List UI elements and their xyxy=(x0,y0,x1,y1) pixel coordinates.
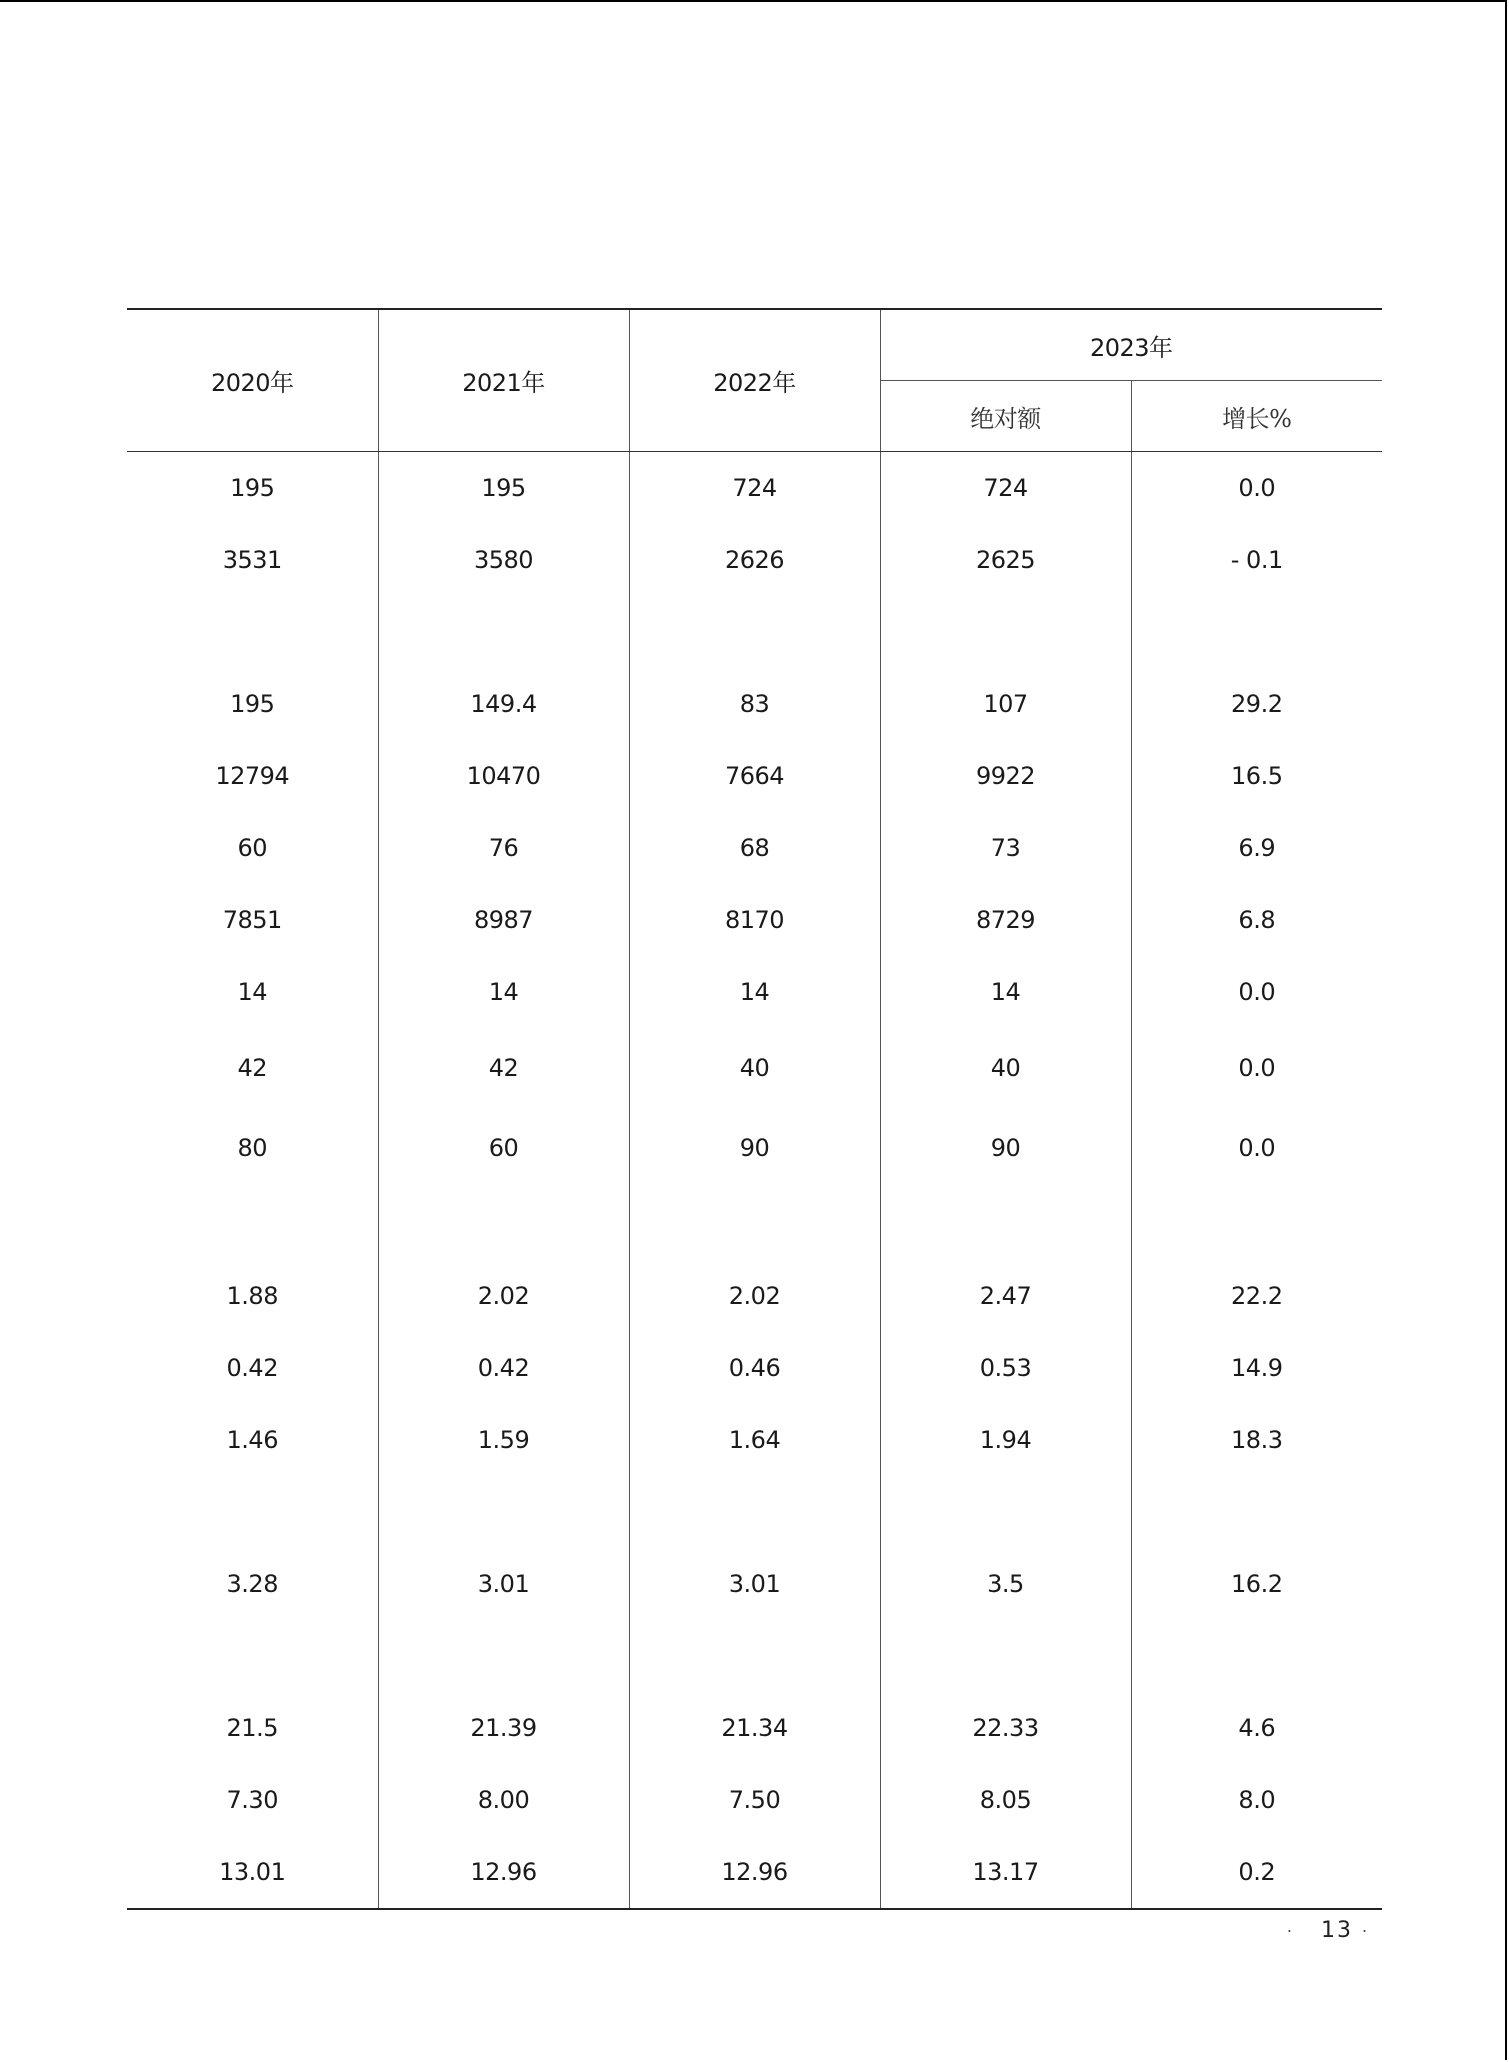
table-cell: 12794 xyxy=(215,762,290,790)
statistics-table xyxy=(127,308,1382,1910)
table-row xyxy=(127,452,1382,525)
table-cell: 7851 xyxy=(222,906,282,934)
table-cell: 3.28 xyxy=(226,1570,278,1598)
table-row xyxy=(127,1836,1382,1909)
table-cell: 1.64 xyxy=(629,1404,880,1476)
table-cell: 0.53 xyxy=(880,1332,1131,1404)
table-row xyxy=(127,1692,1382,1764)
table-row xyxy=(127,1548,1382,1620)
table-cell: 8.0 xyxy=(1131,1764,1382,1836)
table-row xyxy=(127,1764,1382,1836)
table-cell: 8.05 xyxy=(880,1764,1131,1836)
table-cell: 21.5 xyxy=(226,1714,278,1742)
table-cell: 107 xyxy=(880,668,1131,740)
table-cell xyxy=(1131,596,1382,668)
table-cell: 3580 xyxy=(378,524,629,596)
table-cell: 0.0 xyxy=(1131,956,1382,1028)
table-cell: 22.2 xyxy=(1131,1260,1382,1332)
table-cell: 195 xyxy=(230,690,275,718)
table-cell: 14.9 xyxy=(1131,1332,1382,1404)
table-cell xyxy=(127,1620,378,1692)
table-row xyxy=(127,1620,1382,1692)
table-cell xyxy=(127,1188,378,1260)
table-cell: 9922 xyxy=(880,740,1131,812)
table-cell: 1.59 xyxy=(378,1404,629,1476)
table-cell: 2626 xyxy=(629,524,880,596)
table-cell: 21.34 xyxy=(629,1692,880,1764)
table-cell: 14 xyxy=(237,978,268,1006)
table-cell: 68 xyxy=(629,812,880,884)
table-cell: 8.00 xyxy=(378,1764,629,1836)
table-cell: 0.0 xyxy=(1131,452,1382,525)
table-cell xyxy=(880,1620,1131,1692)
table-cell xyxy=(880,596,1131,668)
table-cell: 149.4 xyxy=(378,668,629,740)
header-2023: 2023年 xyxy=(880,309,1382,381)
table-cell: 14 xyxy=(629,956,880,1028)
table-row xyxy=(127,1188,1382,1260)
table-cell: 724 xyxy=(629,452,880,525)
table-body xyxy=(127,452,1382,1910)
table-cell: 7.30 xyxy=(226,1786,278,1814)
table-cell: 22.33 xyxy=(880,1692,1131,1764)
table-cell: - 0.1 xyxy=(1131,524,1382,596)
table-cell: 1.88 xyxy=(226,1282,278,1310)
table-cell: 8170 xyxy=(629,884,880,956)
table-cell: 4.6 xyxy=(1131,1692,1382,1764)
table-cell: 12.96 xyxy=(629,1836,880,1909)
table-row xyxy=(127,1332,1382,1404)
header-2022: 2022年 xyxy=(629,309,880,452)
table-cell: 16.5 xyxy=(1131,740,1382,812)
header-absolute-amount: 绝对额 xyxy=(880,381,1131,452)
page-number-dot-right: · xyxy=(1361,1921,1370,1941)
table-cell: 0.46 xyxy=(629,1332,880,1404)
table-cell: 29.2 xyxy=(1131,668,1382,740)
table-cell xyxy=(378,596,629,668)
page-number-dot-left: · xyxy=(1286,1921,1294,1941)
table-row xyxy=(127,1028,1382,1108)
table-row xyxy=(127,1260,1382,1332)
table-cell: 2.02 xyxy=(378,1260,629,1332)
table-cell xyxy=(629,1476,880,1548)
table-row xyxy=(127,1476,1382,1548)
page-number xyxy=(1278,1918,1378,1943)
header-growth-percent: 增长% xyxy=(1131,381,1382,452)
table-cell xyxy=(629,596,880,668)
table-cell xyxy=(127,1476,378,1548)
table-cell xyxy=(378,1188,629,1260)
table-cell: 60 xyxy=(237,834,268,862)
table-cell: 8987 xyxy=(378,884,629,956)
table-cell: 60 xyxy=(378,1108,629,1188)
table-cell: 80 xyxy=(237,1134,268,1162)
table-row xyxy=(127,524,1382,596)
table-cell: 6.8 xyxy=(1131,884,1382,956)
table-cell xyxy=(880,1188,1131,1260)
table-cell: 42 xyxy=(378,1028,629,1108)
table-cell: 14 xyxy=(378,956,629,1028)
table-cell: 90 xyxy=(880,1108,1131,1188)
table-cell: 0.0 xyxy=(1131,1028,1382,1108)
table-cell: 13.17 xyxy=(880,1836,1131,1909)
table-cell xyxy=(629,1188,880,1260)
table-cell: 76 xyxy=(378,812,629,884)
table-row xyxy=(127,956,1382,1028)
table-cell: 2.02 xyxy=(629,1260,880,1332)
table-cell: 8729 xyxy=(880,884,1131,956)
table-cell: 724 xyxy=(880,452,1131,525)
table-cell: 10470 xyxy=(378,740,629,812)
table-cell: 13.01 xyxy=(127,1836,378,1909)
table-cell: 0.0 xyxy=(1131,1108,1382,1188)
table-cell xyxy=(629,1620,880,1692)
table-cell xyxy=(1131,1620,1382,1692)
table-cell: 0.2 xyxy=(1131,1836,1382,1909)
table-cell: 195 xyxy=(230,474,275,502)
table-cell xyxy=(378,1620,629,1692)
table-cell: 2625 xyxy=(880,524,1131,596)
table-cell: 21.39 xyxy=(378,1692,629,1764)
table-cell: 14 xyxy=(880,956,1131,1028)
table-cell: 40 xyxy=(880,1028,1131,1108)
table-cell: 3.01 xyxy=(378,1548,629,1620)
table-cell: 16.2 xyxy=(1131,1548,1382,1620)
table-row xyxy=(127,668,1382,740)
page-number-value: 13 xyxy=(1320,1918,1353,1943)
table-cell: 2.47 xyxy=(880,1260,1131,1332)
table-cell: 0.42 xyxy=(378,1332,629,1404)
table-cell: 12.96 xyxy=(378,1836,629,1909)
table-cell: 90 xyxy=(629,1108,880,1188)
header-2021: 2021年 xyxy=(378,309,629,452)
table-cell: 0.42 xyxy=(226,1354,278,1382)
table-cell: 42 xyxy=(237,1054,268,1082)
table-cell: 3531 xyxy=(222,546,282,574)
table-row xyxy=(127,1108,1382,1188)
table-cell: 3.5 xyxy=(880,1548,1131,1620)
table-cell: 18.3 xyxy=(1131,1404,1382,1476)
table-cell xyxy=(880,1476,1131,1548)
table-row xyxy=(127,812,1382,884)
table-cell xyxy=(127,596,378,668)
table-row xyxy=(127,740,1382,812)
table-cell: 3.01 xyxy=(629,1548,880,1620)
table-cell xyxy=(378,1476,629,1548)
table-cell xyxy=(1131,1188,1382,1260)
table-cell: 195 xyxy=(378,452,629,525)
table-row xyxy=(127,596,1382,668)
table-cell: 6.9 xyxy=(1131,812,1382,884)
table-row xyxy=(127,884,1382,956)
table-cell: 83 xyxy=(629,668,880,740)
table-row xyxy=(127,1404,1382,1476)
header-2020: 2020年 xyxy=(127,309,378,452)
table-cell xyxy=(1131,1476,1382,1548)
table-cell: 7664 xyxy=(629,740,880,812)
table-cell: 1.46 xyxy=(226,1426,278,1454)
table-cell: 73 xyxy=(880,812,1131,884)
table-cell: 1.94 xyxy=(880,1404,1131,1476)
table-cell: 7.50 xyxy=(629,1764,880,1836)
table-cell: 40 xyxy=(629,1028,880,1108)
